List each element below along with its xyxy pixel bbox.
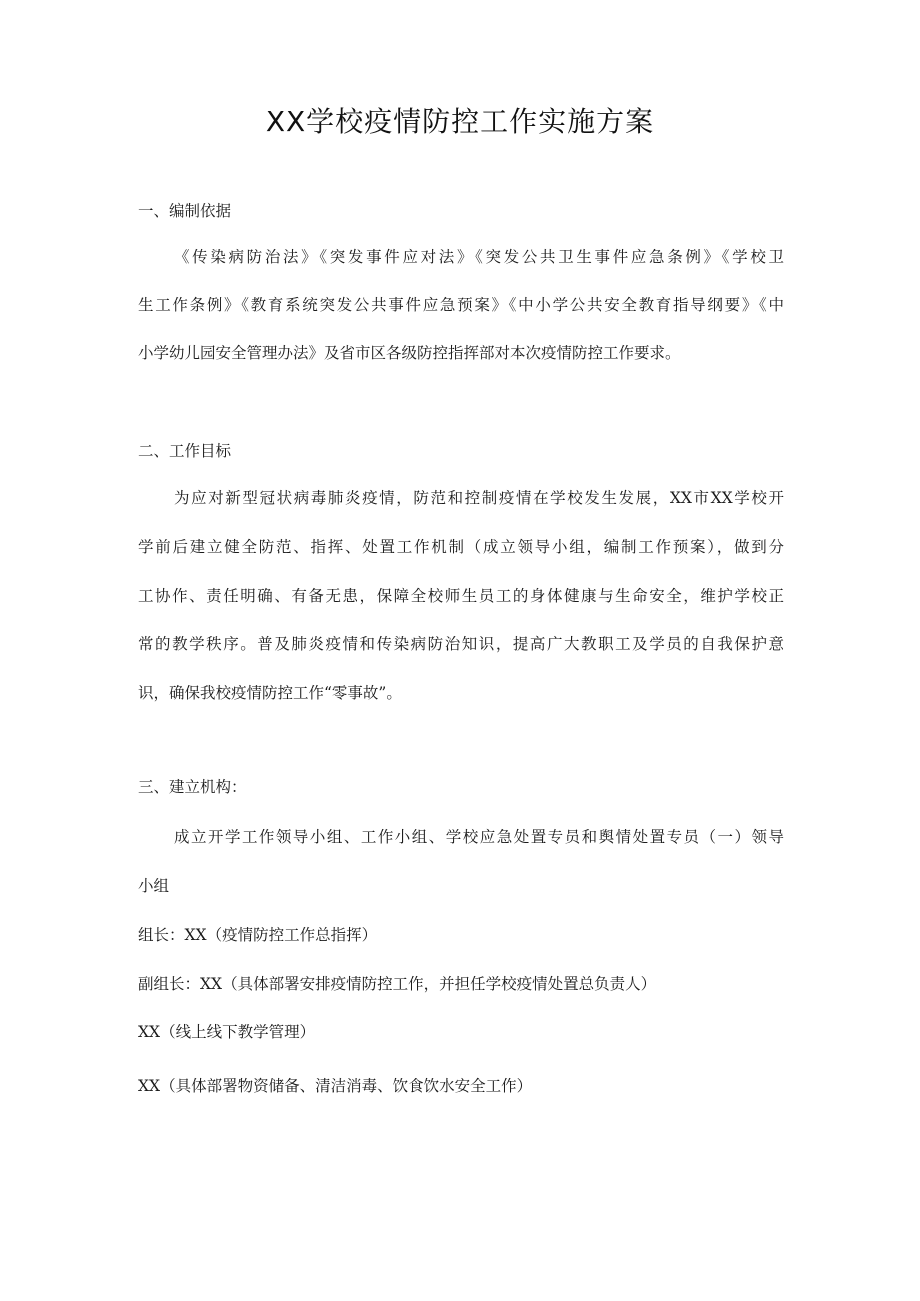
paragraph-line: 为应对新型冠状病毒肺炎疫情，防范和控制疫情在学校发生发展，XX市XX学校开 bbox=[174, 489, 784, 507]
member-line: XX（线上线下教学管理） bbox=[138, 1023, 316, 1041]
section-heading-basis: 一、编制依据 bbox=[138, 202, 232, 220]
paragraph-line: 识，确保我校疫情防控工作“零事故”。 bbox=[138, 684, 402, 702]
deputy-leader-line: 副组长：XX（具体部署安排疫情防控工作，并担任学校疫情处置总负责人） bbox=[138, 975, 657, 993]
member-line: XX（具体部署物资储备、清洁消毒、饮食饮水安全工作） bbox=[138, 1077, 533, 1095]
paragraph-line: 学前后建立健全防范、指挥、处置工作机制（成立领导小组，编制工作预案），做到分 bbox=[138, 538, 784, 556]
paragraph-line: 成立开学工作领导小组、工作小组、学校应急处置专员和舆情处置专员（一）领导 bbox=[174, 828, 784, 846]
paragraph-line: 工协作、责任明确、有备无患，保障全校师生员工的身体健康与生命安全，维护学校正 bbox=[138, 587, 784, 605]
team-leader-line: 组长：XX（疫情防控工作总指挥） bbox=[138, 926, 378, 944]
document-title: XX学校疫情防控工作实施方案 bbox=[265, 105, 655, 138]
section-heading-organization: 三、建立机构： bbox=[138, 778, 247, 796]
section-heading-goals: 二、工作目标 bbox=[138, 442, 232, 460]
paragraph-line: 小学幼儿园安全管理办法》及省市区各级防控指挥部对本次疫情防控工作要求。 bbox=[138, 344, 681, 362]
paragraph-line: 《传染病防治法》《突发事件应对法》《突发公共卫生事件应急条例》《学校卫 bbox=[174, 248, 784, 266]
paragraph-line: 常的教学秩序。普及肺炎疫情和传染病防治知识，提高广大教职工及学员的自我保护意 bbox=[138, 635, 784, 653]
paragraph-line: 生工作条例》《教育系统突发公共事件应急预案》《中小学公共安全教育指导纲要》《中 bbox=[138, 296, 784, 314]
paragraph-line: 小组 bbox=[138, 877, 170, 895]
